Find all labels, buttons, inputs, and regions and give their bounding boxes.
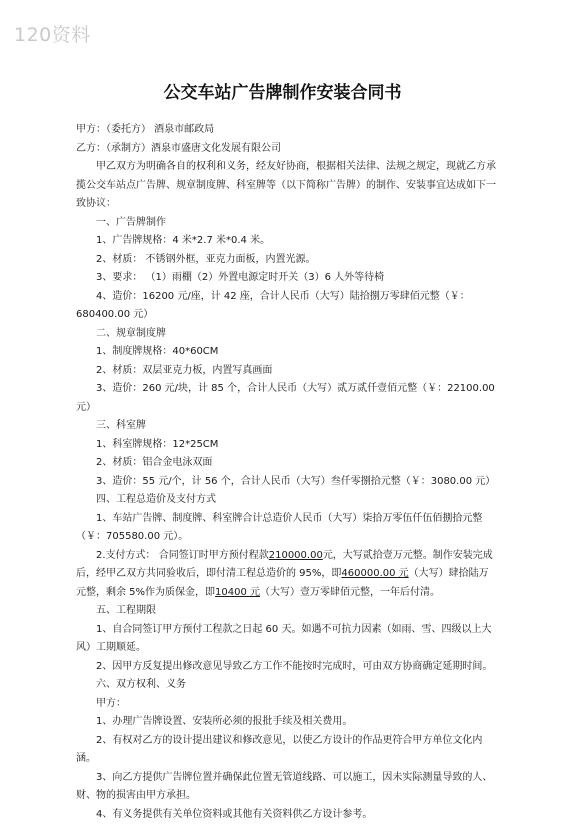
duty-clause-2: 2、有权对乙方的设计提出建议和修改意见，以使乙方设计的作品更符合甲方单位文化内涵。: [76, 732, 496, 769]
rules-board-cost: 3、造价：260 元/块，计 85 个，合计人民币（大写）贰万贰仟壹佰元整（￥：22100.00 元）: [76, 380, 496, 417]
payment-text-c: （大写）肆拾陆万元整，剩余 5%作为质保金，即: [76, 568, 489, 598]
office-sign-cost: 3、造价：55 元/个，计 56 个，合计人民币（大写）叁仟零捌拾元整（￥：3080.00 元）: [76, 473, 496, 492]
document-title: 公交车站广告牌制作安装合同书: [0, 78, 565, 103]
section-6-heading: 六、双方权利、义务: [76, 676, 496, 695]
party-a-label: 甲方：: [76, 695, 496, 714]
billboard-material: 2、材质： 不锈钢外框，亚克力面板，内置光源。: [76, 251, 496, 270]
schedule-clause-1: 1、自合同签订甲方预付工程款之日起 60 天。如遇不可抗力因素（如雨、雪、四级以上大风）工期顺延。: [76, 621, 496, 658]
payment-amount-3: 10400 元: [215, 587, 260, 598]
intro-paragraph: 甲乙双方为明确各自的权利和义务，经友好协商，根据相关法律、法规之规定，现就乙方承揽公交车站点广告牌、规章制度牌、科室牌等（以下简称广告牌）的制作、安装事宜达成如下一致协议：: [76, 158, 496, 214]
total-cost: 1、车站广告牌、制度牌、科室牌合计总造价人民币（大写）柒拾万零伍仟伍佰捌拾元整（￥：705580.00 元）。: [76, 510, 496, 547]
section-4-heading: 四、工程总造价及支付方式: [76, 491, 496, 510]
rules-board-spec: 1、制度牌规格：40*60CM: [76, 343, 496, 362]
payment-amount-2: 460000.00 元: [341, 568, 408, 579]
billboard-cost: 4、造价：16200 元/座，计 42 座，合计人民币（大写）陆拾捌万零肆佰元整（￥：680400.00 元）: [76, 288, 496, 325]
section-3-heading: 三、科室牌: [76, 417, 496, 436]
payment-text-d: （大写）壹万零肆佰元整，一年后付清。: [260, 587, 440, 598]
billboard-spec: 1、广告牌规格：4 米*2.7 米*0.4 米。: [76, 232, 496, 251]
party-a: 甲方：（委托方） 酒泉市邮政局: [76, 121, 496, 140]
payment-text-a: 2.支付方式： 合同签订时甲方预付程款: [96, 550, 269, 561]
payment-terms: [76, 547, 496, 603]
contract-body: [76, 121, 496, 824]
payment-text-b: 元，大写贰拾壹万元整。制作安装完成后，经甲乙双方共同验收后，即付清工程总造价的 95%，即: [76, 550, 493, 580]
payment-amount-1: 210000.00: [269, 550, 323, 561]
party-b: 乙方：（承制方）酒泉市盛唐文化发展有限公司: [76, 140, 496, 159]
schedule-clause-2: 2、因甲方反复提出修改意见导致乙方工作不能按时完成时，可由双方协商确定延期时间。: [76, 658, 496, 677]
section-1-heading: 一、广告牌制作: [76, 214, 496, 233]
section-5-heading: 五、工程期限: [76, 602, 496, 621]
watermark: 120资料: [14, 20, 91, 47]
billboard-requirement: 3、要求： （1）雨棚（2）外置电源定时开关（3）6 人外等待椅: [76, 269, 496, 288]
office-sign-spec: 1、科室牌规格：12*25CM: [76, 436, 496, 455]
duty-clause-4: 4、有义务提供有关单位资料或其他有关资料供乙方设计参考。: [76, 806, 496, 824]
section-2-heading: 二、规章制度牌: [76, 325, 496, 344]
duty-clause-3: 3、向乙方提供广告牌位置并确保此位置无管道线路、可以施工，因未实际测量导致的人、财、物的损害由甲方承担。: [76, 769, 496, 806]
rules-board-material: 2、材质：双层亚克力板，内置写真画面: [76, 362, 496, 381]
duty-clause-1: 1、办理广告牌设置、安装所必须的报批手续及相关费用。: [76, 713, 496, 732]
office-sign-material: 2、材质：铝合金电泳双面: [76, 454, 496, 473]
